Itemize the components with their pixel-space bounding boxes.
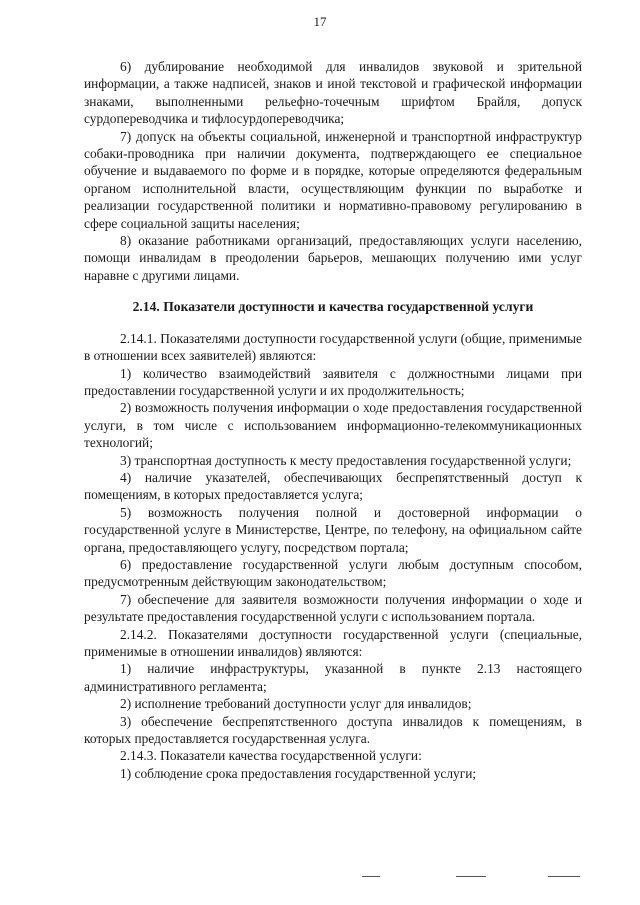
item-8-staff-help: 8) оказание работниками организаций, предоставляющих услуги населению, помощи инвалидам в преодолении барьеров, мешающих получению ими услуг наравне с другими лицами. <box>84 233 582 283</box>
item-1-interactions: 1) количество взаимодействий заявителя с должностными лицами при предоставлении государственной услуги и их продолжительность; <box>84 365 582 398</box>
page-number: 17 <box>313 14 327 29</box>
item-2-requirements: 2) исполнение требований доступности услуг для инвалидов; <box>120 696 472 712</box>
item-4-signs: 4) наличие указателей, обеспечивающих беспрепятственный доступ к помещениям, в которых предоставляется услуга; <box>84 469 582 503</box>
item-3-transport: 3) транспортная доступность к месту предоставления государственной услуги; <box>120 452 572 468</box>
footer-mark-right <box>548 876 580 877</box>
item-6-any-method: 6) предоставление государственной услуги любым доступным способом, предусмотренным действующим законодательством; <box>84 556 582 590</box>
footer-mark-left <box>362 876 380 877</box>
section-heading-2-14: 2.14. Показатели доступности и качества государственной услуги <box>132 299 534 315</box>
page-body <box>84 58 582 782</box>
item-3-unhindered: 3) обеспечение беспрепятственного доступа инвалидов к помещениям, в которых предоставляется государственная услуга. <box>84 713 582 747</box>
item-2-progress-info: 2) возможность получения информации о ходе предоставления государственной услуги, в том числе с использованием информационно-телекоммуникационных технологий; <box>84 400 582 451</box>
item-6-dubbing: 6) дублирование необходимой для инвалидов звуковой и зрительной информации, а также надписей, знаков и иной текстовой и графической информации знаками, выполненными рельефно-точечным шрифтом Брайля, допуск сурдопереводчика и тифлосурдопереводчика; <box>84 59 582 127</box>
item-7-portal-info: 7) обеспечение для заявителя возможности получения информации о ходе и результате предоставления государственной услуги с использованием портала. <box>84 591 582 625</box>
para-2-14-3: 2.14.3. Показатели качества государственной услуги: <box>120 748 422 764</box>
para-2-14-1: 2.14.1. Показателями доступности государственной услуги (общие, применимые в отношении всех заявителей) являются: <box>84 330 582 364</box>
item-1-infrastructure: 1) наличие инфраструктуры, указанной в пункте 2.13 настоящего административного регламента; <box>84 661 582 694</box>
para-2-14-2: 2.14.2. Показателями доступности государственной услуги (специальные, применимые в отношении инвалидов) являются: <box>84 626 582 659</box>
item-1-deadline: 1) соблюдение срока предоставления государственной услуги; <box>120 765 477 781</box>
footer-mark-middle <box>456 876 486 877</box>
item-7-guide-dogs: 7) допуск на объекты социальной, инженерной и транспортной инфраструктур собаки-проводника при наличии документа, подтверждающего ее специальное обучение и выдаваемого по форме и в порядке, которые определяются федеральным органом исполнительной власти, осуществляющим функции по выработке и реализации государственной политики и нормативно-правовому регулированию в сфере социальной защиты населения; <box>84 128 582 231</box>
item-5-full-info: 5) возможность получения полной и достоверной информации о государственной услуге в Министерстве, Центре, по телефону, на официальном сайте органа, предоставляющего услугу, посредством портала; <box>84 504 582 555</box>
